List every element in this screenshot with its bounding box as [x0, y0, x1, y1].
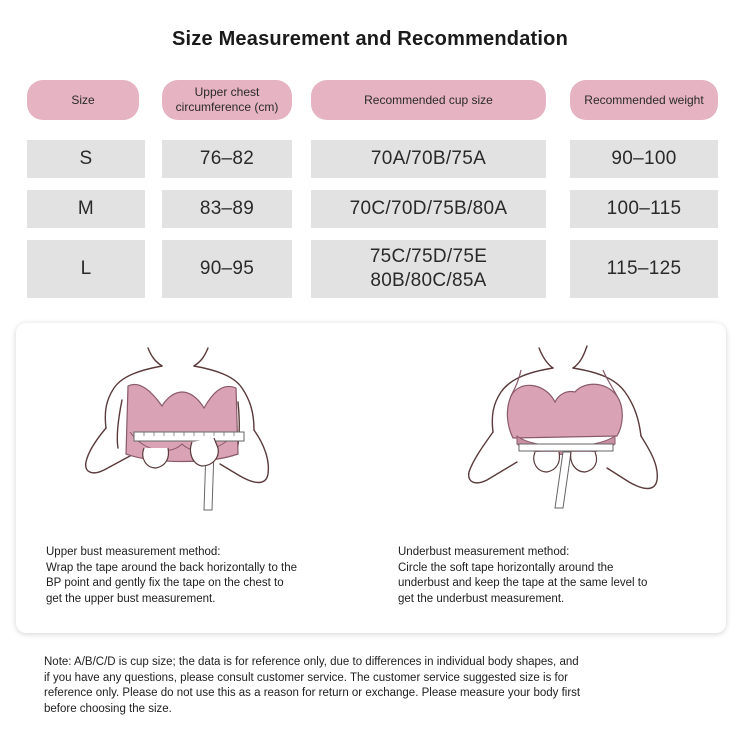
underbust-method-line: get the underbust measurement. — [398, 592, 565, 605]
bra-garment — [507, 384, 622, 438]
row-s-size — [27, 140, 145, 178]
underbust-method-title: Underbust measurement method: — [398, 546, 570, 558]
page-title: Size Measurement and Recommendation — [172, 28, 568, 50]
table-cell: 90–95 — [199, 258, 255, 280]
table-cell: 76–82 — [199, 148, 255, 170]
upper-bust-method-title: Upper bust measurement method: — [46, 546, 221, 558]
note-line: reference only. Please do not use this as a reason for return or exchange. Please measure your body first — [44, 687, 581, 699]
header-size — [27, 80, 139, 120]
row-s-weight — [570, 140, 718, 178]
row-s-chest — [162, 140, 292, 178]
row-m-chest — [162, 190, 292, 228]
header-size-label: Size — [71, 92, 95, 107]
table-cell: 90–100 — [611, 148, 677, 170]
row-l-cup — [311, 240, 546, 298]
row-m-weight — [570, 190, 718, 228]
table-cell: M — [77, 198, 95, 220]
note-line: before choosing the size. — [44, 702, 172, 715]
measuring-tape — [519, 444, 613, 451]
underbust-method-line: underbust and keep the tape at the same level to — [398, 577, 648, 589]
upper-bust-method-line: get the upper bust measurement. — [46, 592, 216, 605]
table-cell: 75C/75D/75E — [369, 246, 488, 268]
upper-bust-illustration — [70, 340, 280, 520]
row-l-chest — [162, 240, 292, 298]
upper-bust-method-line: Wrap the tape around the back horizontally to the — [46, 561, 298, 574]
table-cell: 70A/70B/75A — [370, 148, 487, 170]
row-l-weight — [570, 240, 718, 298]
header-chest-line2: circumference (cm) — [175, 100, 279, 114]
underbust-illustration — [455, 340, 665, 520]
table-cell: 115–125 — [606, 258, 682, 280]
table-cell: S — [79, 148, 93, 170]
underbust-method-line: Circle the soft tape horizontally around the — [398, 561, 614, 574]
row-l-size — [27, 240, 145, 298]
underbust-method — [398, 545, 718, 607]
row-m-cup — [311, 190, 546, 228]
row-s-cup — [311, 140, 546, 178]
upper-bust-method — [46, 545, 366, 607]
header-chest-line1: Upper chest — [194, 85, 260, 99]
header-cup — [311, 80, 546, 120]
row-m-size — [27, 190, 145, 228]
table-cell: 83–89 — [199, 198, 255, 220]
disclaimer-note — [44, 655, 704, 717]
table-cell: 80B/80C/85A — [370, 270, 487, 291]
header-chest — [162, 80, 292, 120]
upper-bust-method-line: BP point and gently fix the tape on the chest to — [46, 577, 284, 589]
table-cell: L — [80, 258, 92, 280]
table-cell: 100–115 — [606, 198, 682, 220]
note-line: Note: A/B/C/D is cup size; the data is for reference only, due to differences in individual body shapes, and — [44, 656, 579, 668]
measuring-tape — [134, 432, 244, 441]
table-cell: 70C/70D/75B/80A — [349, 198, 508, 220]
header-cup-label: Recommended cup size — [364, 92, 493, 107]
header-weight-label: Recommended weight — [584, 92, 704, 107]
header-weight — [570, 80, 718, 120]
note-line: if you have any questions, please consult customer service. The customer service suggested size is for — [44, 671, 568, 684]
